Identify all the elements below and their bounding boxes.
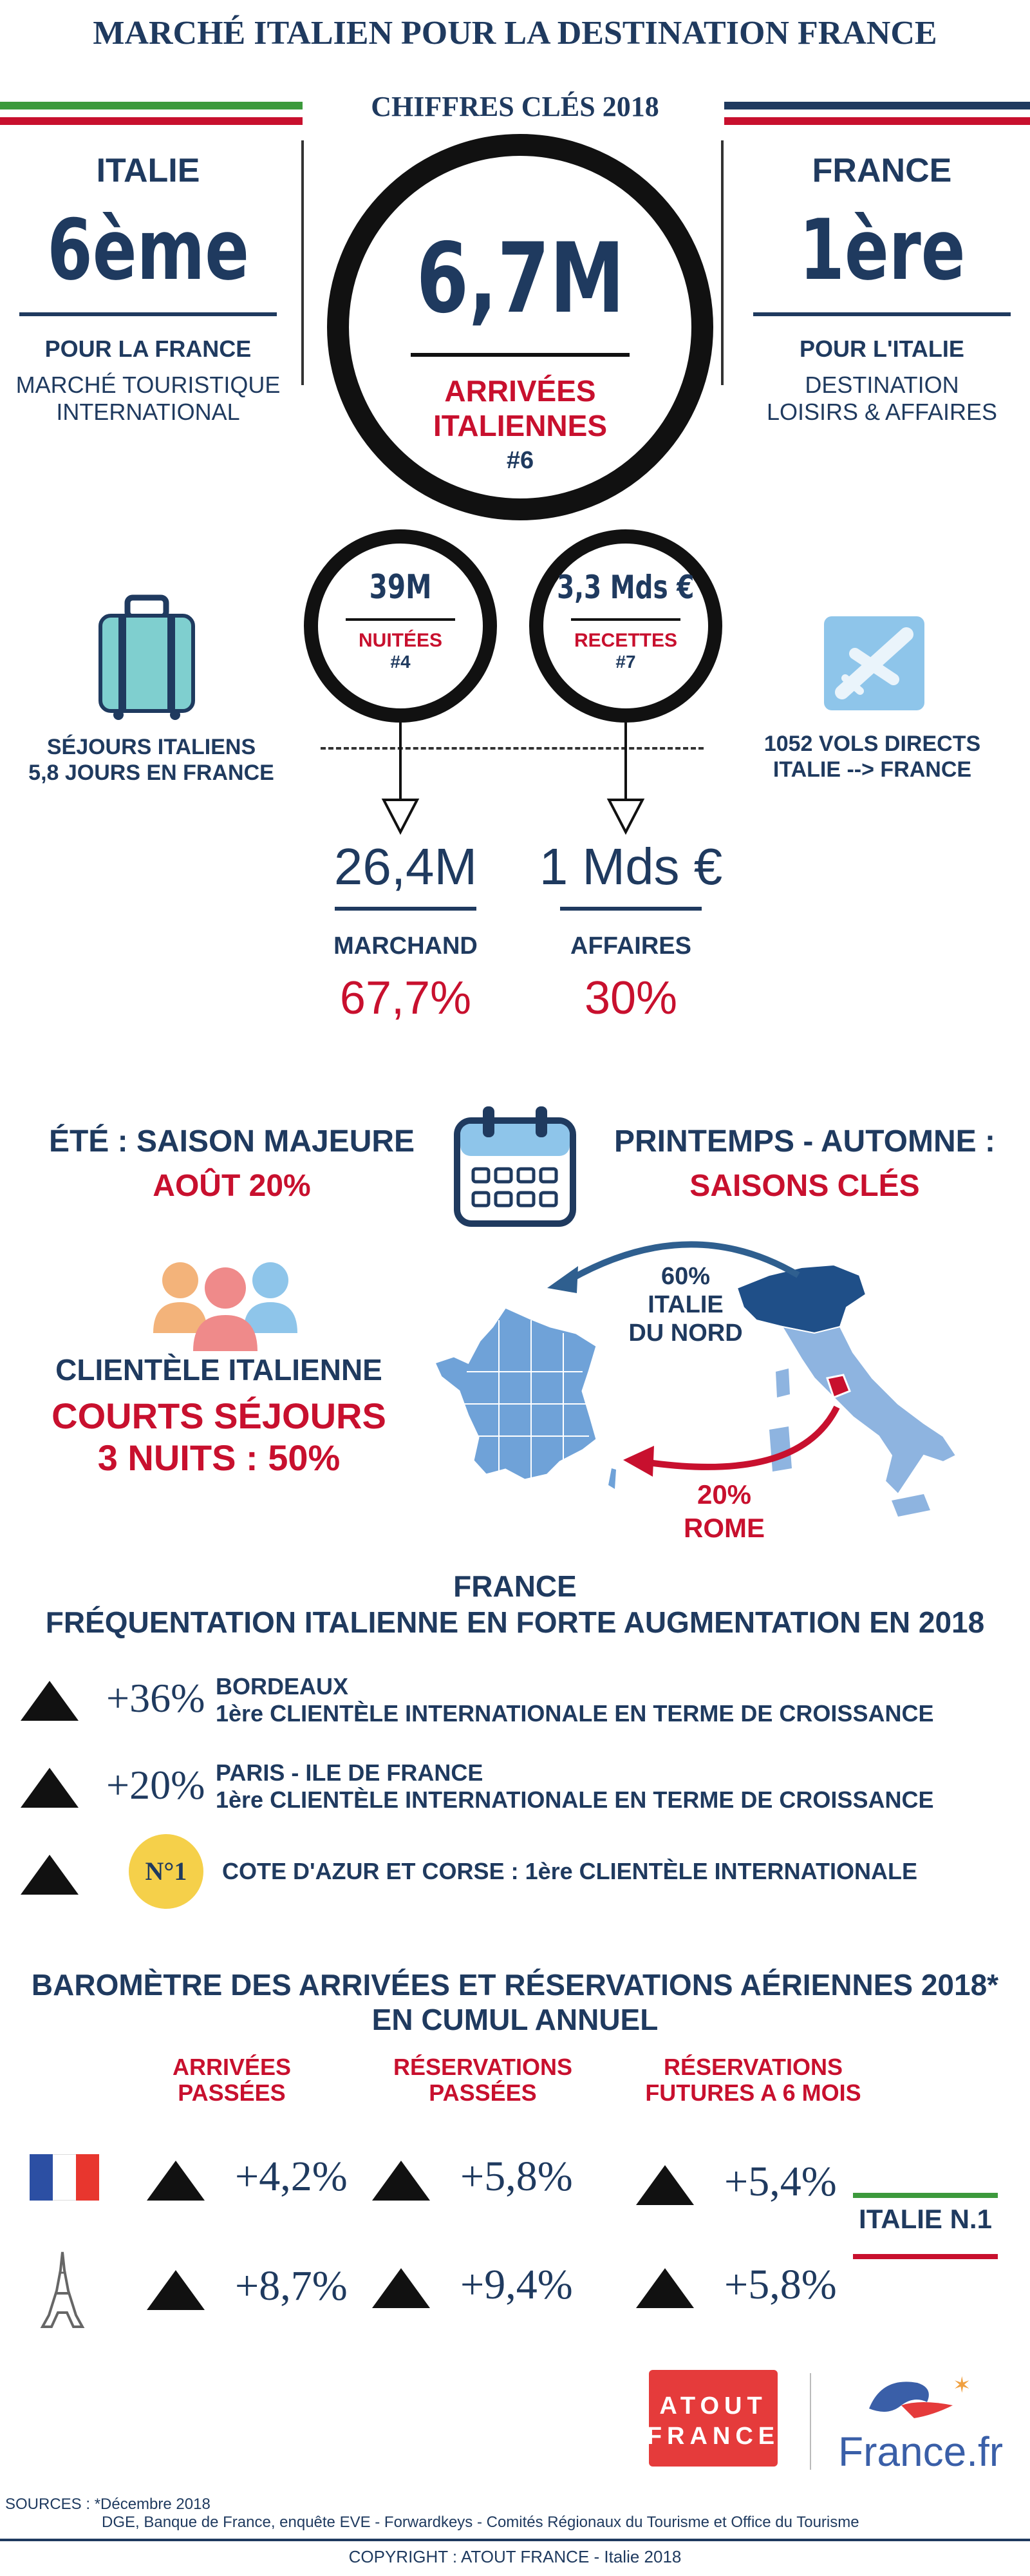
bordeaux-line1: BORDEAUX bbox=[216, 1673, 349, 1700]
nights-rank: #4 bbox=[390, 652, 411, 672]
up-triangle-icon bbox=[372, 2268, 430, 2308]
svg-text:✶: ✶ bbox=[953, 2372, 971, 2398]
spring-value: SAISONS CLÉS bbox=[689, 1169, 920, 1203]
page-subtitle: CHIFFRES CLÉS 2018 bbox=[371, 91, 659, 122]
up-triangle-icon bbox=[636, 2165, 694, 2205]
column-header-past-bookings bbox=[360, 2054, 605, 2106]
france-line3: LOISIRS & AFFAIRES bbox=[766, 399, 998, 425]
business-block bbox=[528, 837, 734, 1025]
up-triangle-icon bbox=[21, 1681, 79, 1721]
italy-n1-red-line bbox=[853, 2254, 998, 2259]
atout-logo-line1: ATOUT bbox=[659, 2392, 767, 2420]
arrivals-rank: #6 bbox=[506, 447, 534, 474]
rome-pct: 20% bbox=[697, 1479, 752, 1510]
page-title: MARCHÉ ITALIEN POUR LA DESTINATION FRANCE bbox=[93, 15, 937, 52]
stays-left-line1: SÉJOURS ITALIENS bbox=[46, 735, 256, 759]
paris-line2: 1ère CLIENTÈLE INTERNATIONALE EN TERME DE CROISSANCE bbox=[216, 1786, 934, 1813]
riviera-text: COTE D'AZUR ET CORSE : 1ère CLIENTÈLE INTERNATIONALE bbox=[222, 1858, 917, 1884]
atout-france-logo bbox=[642, 2370, 784, 2467]
atout-logo-line2: FRANCE bbox=[646, 2423, 780, 2450]
italy-block bbox=[13, 151, 283, 426]
sources bbox=[5, 2496, 1029, 2532]
business-label: AFFAIRES bbox=[570, 933, 691, 960]
stays-right-text bbox=[715, 731, 1030, 782]
up-triangle-icon bbox=[147, 2270, 205, 2310]
stays-left-line2: 5,8 JOURS EN FRANCE bbox=[28, 761, 274, 785]
rome-text: ROME bbox=[684, 1513, 765, 1543]
column-header-past-bookings-line2: PASSÉES bbox=[429, 2079, 537, 2106]
merchant-block bbox=[303, 837, 509, 1025]
clientele-line3: 3 NUITS : 50% bbox=[97, 1437, 341, 1478]
nights-block bbox=[304, 529, 497, 672]
spring-block bbox=[579, 1124, 1030, 1204]
column-header-arrivals-line1: ARRIVÉES bbox=[172, 2054, 292, 2080]
france-past-bookings-value: +5,8% bbox=[460, 2153, 573, 2200]
italy-label: ITALIE bbox=[96, 152, 200, 189]
column-header-future-bookings-line2: FUTURES A 6 MOIS bbox=[645, 2079, 861, 2106]
summer-title: ÉTÉ : SAISON MAJEURE bbox=[48, 1124, 415, 1159]
up-triangle-icon bbox=[372, 2161, 430, 2201]
france-line1: POUR L'ITALIE bbox=[800, 336, 964, 362]
arrivals-divider bbox=[411, 353, 630, 357]
north-pct: 60% bbox=[660, 1263, 711, 1290]
receipts-label: RECETTES bbox=[574, 630, 678, 651]
receipts-divider bbox=[571, 618, 680, 621]
eiffel-tower-icon bbox=[40, 2251, 85, 2328]
france-label: FRANCE bbox=[812, 152, 952, 189]
people-icon bbox=[148, 1256, 303, 1352]
up-triangle-icon bbox=[21, 1768, 79, 1808]
footer-divider bbox=[0, 2539, 1030, 2541]
summer-block bbox=[0, 1124, 464, 1204]
merchant-pct: 67,7% bbox=[339, 972, 472, 1024]
calendar-icon bbox=[451, 1101, 579, 1230]
france-future-bookings-value: +5,4% bbox=[724, 2158, 837, 2205]
italy-n1-green-line bbox=[853, 2193, 998, 2198]
italy-line3: INTERNATIONAL bbox=[56, 399, 240, 425]
receipts-block bbox=[529, 529, 722, 672]
nights-arrow bbox=[381, 723, 420, 838]
north-line1: ITALIE bbox=[648, 1291, 724, 1318]
number-one-badge: N°1 bbox=[129, 1834, 203, 1909]
france-map-icon bbox=[428, 1301, 621, 1494]
nights-value: 39M bbox=[369, 568, 432, 607]
sources-line2: DGE, Banque de France, enquête EVE - Forwardkeys - Comités Régionaux du Tourisme et Office du Tourisme bbox=[102, 2514, 859, 2531]
suitcase-icon bbox=[95, 592, 198, 721]
arrivals-line2: ITALIENNES bbox=[433, 409, 608, 442]
column-header-future-bookings bbox=[618, 2054, 888, 2106]
copyright: COPYRIGHT : ATOUT FRANCE - Italie 2018 bbox=[348, 2547, 682, 2566]
stays-right-line2: ITALIE --> FRANCE bbox=[772, 757, 972, 782]
rome-label bbox=[647, 1478, 801, 1545]
clientele-line2: COURTS SÉJOURS bbox=[52, 1396, 386, 1436]
column-header-arrivals bbox=[122, 2054, 341, 2106]
frequentation-title bbox=[0, 1568, 1030, 1640]
business-divider bbox=[560, 907, 702, 911]
barometre-title2: EN CUMUL ANNUEL bbox=[371, 2003, 659, 2036]
business-value: 1 Mds € bbox=[539, 838, 723, 895]
bordeaux-value: +36% bbox=[106, 1675, 205, 1721]
france-flag-icon bbox=[30, 2154, 99, 2201]
clientele-line1: CLIENTÈLE ITALIENNE bbox=[55, 1353, 382, 1387]
merchant-label: MARCHAND bbox=[333, 933, 478, 960]
paris-value: +20% bbox=[106, 1762, 205, 1808]
arrivals-block bbox=[327, 134, 713, 475]
dashed-divider bbox=[321, 747, 704, 750]
france-flag-bar bbox=[724, 102, 1030, 125]
bordeaux-text bbox=[216, 1673, 933, 1727]
column-header-future-bookings-line1: RÉSERVATIONS bbox=[663, 2054, 843, 2080]
paris-arrivals-value: +8,7% bbox=[235, 2262, 348, 2309]
sources-line1: SOURCES : *Décembre 2018 bbox=[5, 2496, 211, 2513]
paris-past-bookings-value: +9,4% bbox=[460, 2261, 573, 2308]
france-block bbox=[747, 151, 1017, 426]
marianne-icon bbox=[856, 2370, 972, 2428]
paris-future-bookings-value: +5,8% bbox=[724, 2261, 837, 2308]
paris-text bbox=[216, 1759, 933, 1814]
italy-line1: POUR LA FRANCE bbox=[44, 336, 252, 362]
stays-right-line1: 1052 VOLS DIRECTS bbox=[763, 732, 981, 756]
italy-n1-badge: ITALIE N.1 bbox=[859, 2204, 992, 2234]
up-triangle-icon bbox=[147, 2161, 205, 2201]
up-triangle-icon bbox=[636, 2268, 694, 2308]
spring-title: PRINTEMPS - AUTOMNE : bbox=[613, 1124, 995, 1159]
receipts-value: 3,3 Mds € bbox=[557, 569, 695, 606]
france-divider bbox=[753, 312, 1011, 316]
north-label bbox=[602, 1262, 769, 1347]
column-header-arrivals-line2: PASSÉES bbox=[178, 2079, 286, 2106]
france-fr-logo: France.fr bbox=[838, 2429, 1004, 2475]
paris-line1: PARIS - ILE DE FRANCE bbox=[216, 1759, 483, 1786]
plane-icon bbox=[823, 615, 926, 712]
frequentation-title1: FRANCE bbox=[453, 1569, 577, 1603]
nights-label: NUITÉES bbox=[358, 630, 443, 651]
merchant-divider bbox=[335, 907, 476, 911]
summer-value: AOÛT 20% bbox=[153, 1169, 311, 1203]
italy-rank: 6ème bbox=[47, 201, 249, 299]
stays-left-text bbox=[0, 734, 303, 786]
arrivals-line1: ARRIVÉES bbox=[444, 374, 596, 408]
receipts-arrow bbox=[606, 723, 645, 838]
logo-separator bbox=[810, 2373, 811, 2470]
italy-flag-bar bbox=[0, 102, 303, 125]
barometre-title1: BAROMÈTRE DES ARRIVÉES ET RÉSERVATIONS AÉRIENNES 2018* bbox=[31, 1968, 999, 2002]
france-arrivals-value: +4,2% bbox=[235, 2153, 348, 2200]
column-header-past-bookings-line1: RÉSERVATIONS bbox=[393, 2054, 573, 2080]
business-pct: 30% bbox=[584, 972, 678, 1024]
merchant-value: 26,4M bbox=[333, 838, 478, 895]
arrivals-value: 6,7M bbox=[416, 223, 624, 335]
north-line2: DU NORD bbox=[628, 1320, 743, 1347]
up-triangle-icon bbox=[21, 1855, 79, 1895]
right-separator bbox=[721, 140, 724, 385]
receipts-rank: #7 bbox=[615, 652, 636, 672]
nights-divider bbox=[346, 618, 455, 621]
clientele-block bbox=[13, 1352, 425, 1479]
france-line2: DESTINATION bbox=[805, 372, 959, 398]
italy-divider bbox=[19, 312, 277, 316]
frequentation-title2: FRÉQUENTATION ITALIENNE EN FORTE AUGMENTATION EN 2018 bbox=[45, 1605, 985, 1639]
left-separator bbox=[301, 140, 304, 385]
italy-line2: MARCHÉ TOURISTIQUE bbox=[15, 372, 281, 398]
bordeaux-line2: 1ère CLIENTÈLE INTERNATIONALE EN TERME DE CROISSANCE bbox=[216, 1700, 934, 1727]
barometre-title bbox=[0, 1967, 1030, 2037]
france-rank: 1ère bbox=[798, 201, 966, 299]
